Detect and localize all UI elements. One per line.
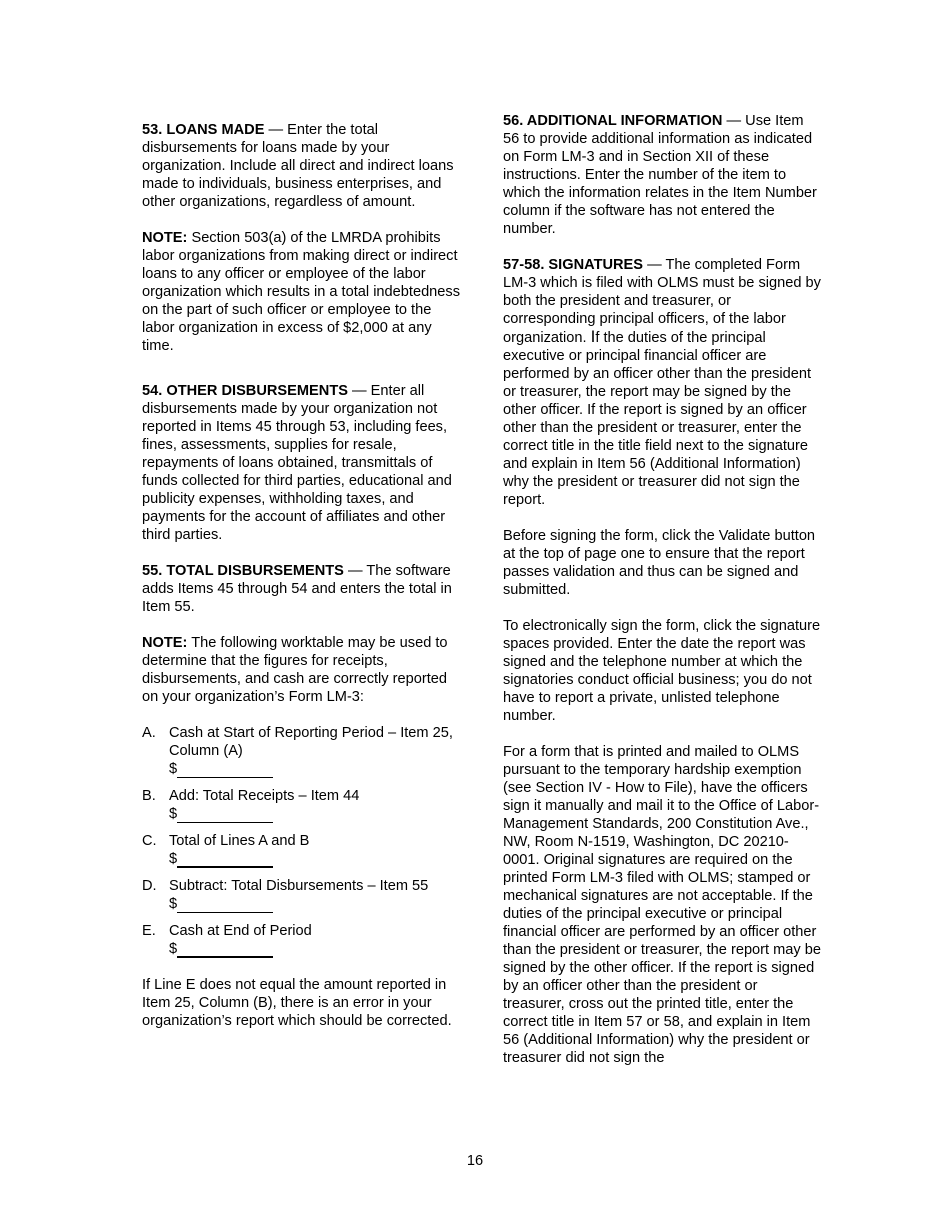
mail-paragraph: For a form that is printed and mailed to OLMS pursuant to the temporary hardship exemption (see Section IV - How to File), have the officers sign it manually and mail it to the Office of Labor-Management Standards, 200 Constitution Ave., NW, Room N-1519, Washington, DC 20210-0001. Original signatures are required on the printed Form LM-3 filed with OLMS; stamped or mechanical signatures are not acceptable. If the duties of the principal executive or principal financial officer are performed by an officer other than the president or treasurer, the report may be signed by the other officer. If the report is signed by an officer other than the president or treasurer, cross out the printed title, enter the correct title in Item 57 or 58, and explain in Item 56 (Additional Information) why the president or treasurer did not sign the <box>503 744 821 1066</box>
note-loans <box>142 229 462 355</box>
worktable-letter: B. <box>142 788 156 804</box>
worktable-amount <box>169 805 462 823</box>
right-column <box>503 112 821 1067</box>
section-53-text: — Enter the total disbursements for loans made by your organization. Include all direct and indirect loans made to individuals, business enterprises, and other organizations, regardless of amount. <box>142 122 454 210</box>
worktable-amount <box>169 760 462 778</box>
note-loans-label: NOTE: <box>142 230 188 246</box>
currency-sign: $ <box>169 941 178 957</box>
page-number: 16 <box>466 1153 484 1169</box>
amount-blank <box>177 852 273 868</box>
validate-paragraph: Before signing the form, click the Validate button at the top of page one to ensure that the report passes validation and thus can be signed and submitted. <box>503 528 816 598</box>
currency-sign: $ <box>169 851 178 867</box>
note-worktable-label: NOTE: <box>142 635 188 651</box>
worktable-amount <box>169 895 462 913</box>
note-worktable-text: The following worktable may be used to determine that the figures for receipts, disbursements, and cash are correctly reported on your organization’s Form LM-3: <box>142 635 448 705</box>
worktable-letter: A. <box>142 725 156 741</box>
section-57-58-text-b: f the duties of the principal executive or principal financial officer are performed by an officer other than the president or treasurer, the report may be signed by the other officer. If the report is signed by an officer other than the president or treasurer, enter the correct title in the title field next to the signature and explain in Item 56 (Additional Information) why the president or treasurer did not sign the report. <box>503 330 812 508</box>
currency-sign: $ <box>169 806 178 822</box>
section-53-title: 53. LOANS MADE <box>142 122 265 138</box>
worktable-label: Add: Total Receipts – Item 44 <box>169 788 360 804</box>
currency-sign: $ <box>169 896 178 912</box>
section-56 <box>503 112 821 238</box>
section-54 <box>142 382 462 544</box>
esign-paragraph: To electronically sign the form, click the signature spaces provided. Enter the date the report was signed and the telephone number at which the signatories conduct official business; you do not have to report a private, unlisted telephone number. <box>503 618 821 724</box>
section-54-text: — Enter all disbursements made by your organization not reported in Items 45 through 53, including fees, fines, assessments, supplies for resale, repayments of loans obtained, transmittals of funds collected for third parties, educational and publicity expenses, withholding taxes, and payments for the account of affiliates and other third parties. <box>142 383 452 543</box>
section-57-58-big-i: I <box>590 327 596 346</box>
worktable-item-e <box>142 922 462 958</box>
section-56-text: — Use Item 56 to provide additional information as indicated on Form LM-3 and in Section XII of these instructions. Enter the number of the item to which the information relates in the Item Number column if the software has not entered the number. <box>503 113 817 237</box>
section-56-title: 56. ADDITIONAL INFORMATION <box>503 113 723 129</box>
closing-paragraph: If Line E does not equal the amount reported in Item 25, Column (B), there is an error in your organization’s report which should be corrected. <box>142 977 452 1029</box>
worktable-label: Cash at End of Period <box>169 923 312 939</box>
worktable-letter: C. <box>142 833 157 849</box>
worktable-amount <box>169 850 462 868</box>
worktable-item-d <box>142 877 462 913</box>
worktable-item-a <box>142 724 462 778</box>
worktable-label: Cash at Start of Reporting Period – Item 25, Column (A) <box>169 725 453 759</box>
worktable-letter: E. <box>142 923 156 939</box>
amount-blank <box>177 942 273 958</box>
amount-blank <box>177 898 273 913</box>
worktable-amount <box>169 940 462 958</box>
amount-blank <box>177 763 273 778</box>
worktable-letter: D. <box>142 878 157 894</box>
section-57-58-text-a: — The completed Form LM-3 which is filed with OLMS must be signed by both the president and treasurer, or corresponding principal officers, of the labor organization. <box>503 257 821 346</box>
amount-blank <box>177 808 273 823</box>
left-column <box>142 121 462 1030</box>
section-55 <box>142 562 462 616</box>
worktable-item-c <box>142 832 462 868</box>
section-55-text: — The software adds Items 45 through 54 and enters the total in Item 55. <box>142 563 452 615</box>
section-57-58-title: 57-58. SIGNATURES <box>503 257 644 273</box>
section-55-title: 55. TOTAL DISBURSEMENTS <box>142 563 344 579</box>
worktable-item-b <box>142 787 462 823</box>
section-57-58 <box>503 256 821 509</box>
section-53 <box>142 121 462 211</box>
worktable <box>142 724 462 958</box>
worktable-label: Total of Lines A and B <box>169 833 310 849</box>
section-54-title: 54. OTHER DISBURSEMENTS <box>142 383 348 399</box>
worktable-label: Subtract: Total Disbursements – Item 55 <box>169 878 429 894</box>
note-worktable <box>142 634 462 706</box>
currency-sign: $ <box>169 761 178 777</box>
note-loans-text: Section 503(a) of the LMRDA prohibits labor organizations from making direct or indirect loans to any officer or employee of the labor organization which results in a total indebtedness on the part of such officer or employee to the labor organization in excess of $2,000 at any time. <box>142 230 461 354</box>
